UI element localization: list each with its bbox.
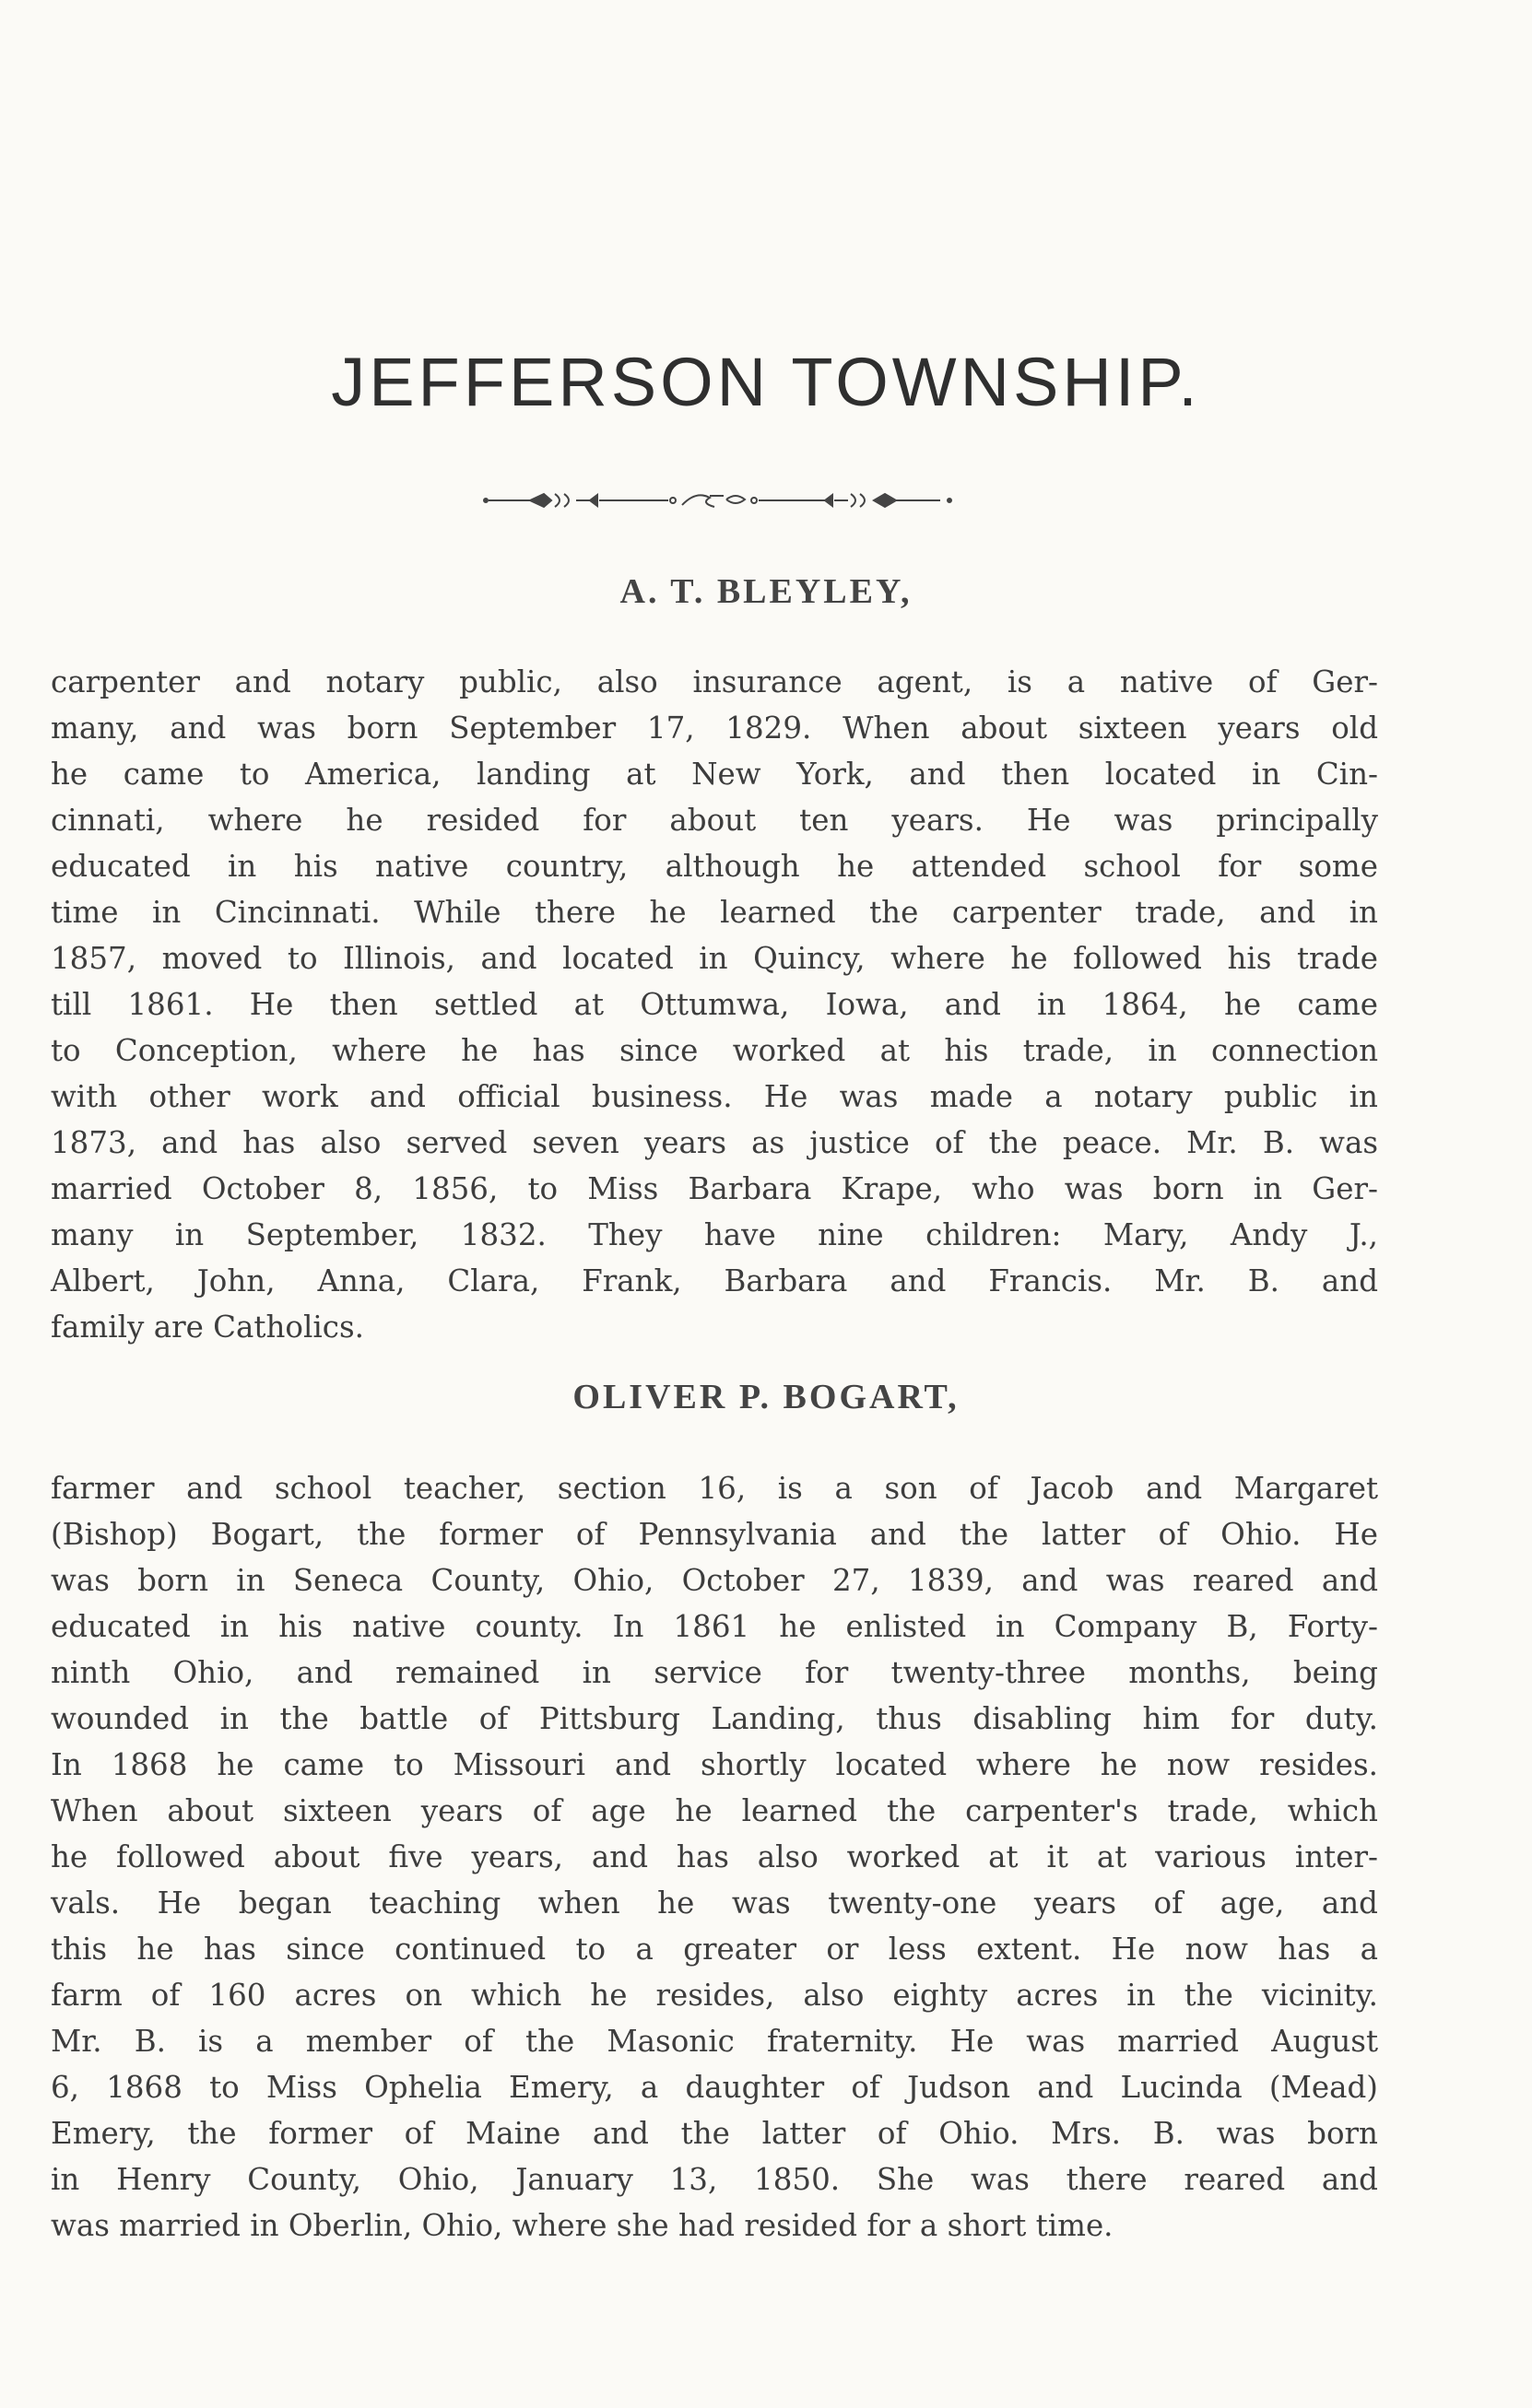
text-line: many, and was born September 17, 1829. When about sixteen years old: [51, 711, 1378, 746]
text-line: cinnati, where he resided for about ten years. He was principally: [51, 803, 1378, 838]
text-line: carpenter and notary public, also insurance agent, is a native of Ger-: [51, 664, 1378, 699]
text-line: Emery, the former of Maine and the latter of Ohio. Mrs. B. was born: [51, 2116, 1378, 2151]
text-line: Mr. B. is a member of the Masonic fraternity. He was married August: [51, 2024, 1378, 2059]
text-line: 1873, and has also served seven years as justice of the peace. Mr. B. was: [51, 1125, 1378, 1160]
text-line: When about sixteen years of age he learned the carpenter's trade, which: [51, 1793, 1378, 1828]
text-line: to Conception, where he has since worked at his trade, in connection: [51, 1033, 1378, 1068]
text-line: educated in his native county. In 1861 he enlisted in Company B, Forty-: [51, 1609, 1378, 1644]
text-line: was born in Seneca County, Ohio, October 27, 1839, and was reared and: [51, 1563, 1378, 1598]
text-line: till 1861. He then settled at Ottumwa, Iowa, and in 1864, he came: [51, 987, 1378, 1022]
text-line: farm of 160 acres on which he resides, also eighty acres in the vicinity.: [51, 1978, 1378, 2013]
text-line: many in September, 1832. They have nine children: Mary, Andy J.,: [51, 1217, 1378, 1252]
entry-text-bogart: [51, 1465, 1378, 2249]
text-line: wounded in the battle of Pittsburg Landing, thus disabling him for duty.: [51, 1701, 1378, 1736]
text-line: Albert, John, Anna, Clara, Frank, Barbara and Francis. Mr. B. and: [51, 1263, 1378, 1298]
text-line: he came to America, landing at New York, and then located in Cin-: [51, 757, 1378, 792]
text-line: vals. He began teaching when he was twenty-one years of age, and: [51, 1885, 1378, 1921]
ornament-divider-icon: [479, 487, 959, 514]
entry-text-bleyley: [51, 659, 1378, 1350]
text-line: (Bishop) Bogart, the former of Pennsylvania and the latter of Ohio. He: [51, 1517, 1378, 1552]
text-line: educated in his native country, although he attended school for some: [51, 849, 1378, 884]
text-line: this he has since continued to a greater or less extent. He now has a: [51, 1932, 1378, 1967]
entry-heading-bogart: OLIVER P. BOGART,: [572, 1378, 960, 1416]
text-line: was married in Oberlin, Ohio, where she had resided for a short time.: [51, 2208, 1114, 2243]
text-line: 1857, moved to Illinois, and located in Quincy, where he followed his trade: [51, 941, 1378, 976]
page-title: JEFFERSON TOWNSHIP.: [331, 344, 1201, 420]
entry-heading-bleyley: A. T. BLEYLEY,: [619, 572, 913, 611]
text-line: married October 8, 1856, to Miss Barbara Krape, who was born in Ger-: [51, 1171, 1378, 1206]
text-line: In 1868 he came to Missouri and shortly located where he now resides.: [51, 1747, 1378, 1782]
text-line: ninth Ohio, and remained in service for twenty-three months, being: [51, 1655, 1378, 1690]
text-line: in Henry County, Ohio, January 13, 1850. She was there reared and: [51, 2162, 1378, 2197]
text-line: with other work and official business. He was made a notary public in: [51, 1079, 1378, 1114]
text-line: family are Catholics.: [51, 1310, 364, 1345]
text-line: time in Cincinnati. While there he learned the carpenter trade, and in: [51, 895, 1378, 930]
text-line: 6, 1868 to Miss Ophelia Emery, a daughter of Judson and Lucinda (Mead): [51, 2070, 1378, 2105]
text-line: farmer and school teacher, section 16, is a son of Jacob and Margaret: [51, 1471, 1378, 1506]
text-line: he followed about five years, and has also worked at it at various inter-: [51, 1839, 1378, 1874]
